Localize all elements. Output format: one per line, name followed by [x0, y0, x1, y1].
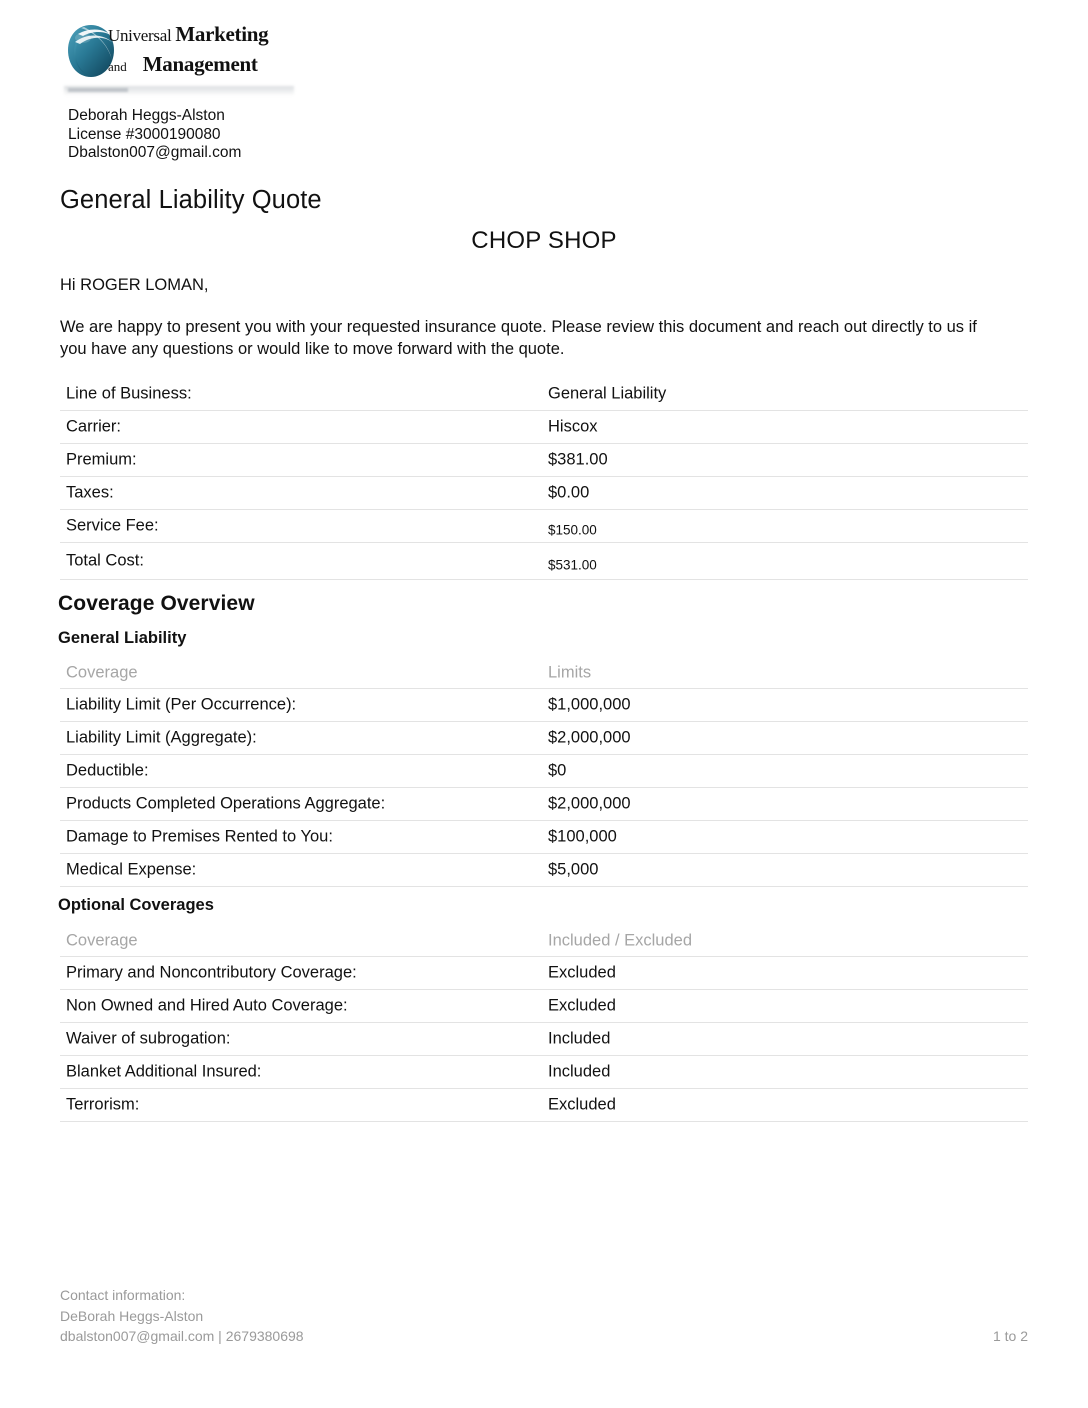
table-row	[60, 689, 1028, 722]
row-label: Liability Limit (Per Occurrence):	[66, 695, 297, 714]
row-value: $0	[548, 761, 567, 780]
row-label: Blanket Additional Insured:	[66, 1062, 262, 1081]
footer-contact-name: DeBorah Heggs-Alston	[60, 1307, 204, 1324]
footer-contact-line: dbalston007@gmail.com | 2679380698	[60, 1328, 304, 1344]
row-value: $150.00	[548, 522, 597, 538]
row-label: Damage to Premises Rented to You:	[66, 827, 333, 846]
row-value: $100,000	[548, 827, 617, 846]
column-header-limits: Limits	[548, 663, 592, 682]
table-row	[60, 722, 1028, 755]
row-value: Included	[548, 1062, 611, 1081]
page-indicator: 1 to 2	[992, 1328, 1028, 1344]
business-name: CHOP SHOP	[471, 227, 617, 254]
row-label: Premium:	[66, 450, 137, 469]
agent-email: Dbalston007@gmail.com	[68, 144, 242, 161]
logo-reflection-highlight	[68, 88, 128, 92]
table-row	[60, 378, 1028, 411]
table-header-row	[60, 926, 1028, 957]
row-label: Carrier:	[66, 417, 122, 436]
agent-name: Deborah Heggs-Alston	[68, 107, 225, 124]
agent-contact-block	[68, 107, 241, 163]
row-label: Deductible:	[66, 761, 149, 780]
table-row	[60, 411, 1028, 444]
row-value: $2,000,000	[548, 794, 631, 813]
general-liability-table	[60, 658, 1028, 887]
table-row	[60, 821, 1028, 854]
table-row	[60, 1089, 1028, 1122]
row-label: Taxes:	[66, 483, 114, 502]
row-label: Service Fee:	[66, 516, 159, 535]
table-row	[60, 543, 1028, 580]
optional-coverages-table	[60, 926, 1028, 1122]
table-row	[60, 444, 1028, 477]
row-value: Included	[548, 1029, 611, 1048]
page-title: General Liability Quote	[60, 186, 322, 214]
row-value: Excluded	[548, 1095, 616, 1114]
row-value: Hiscox	[548, 417, 598, 436]
table-row	[60, 755, 1028, 788]
column-header-included-excluded: Included / Excluded	[548, 931, 693, 950]
row-value: $531.00	[548, 557, 597, 573]
table-header-row	[60, 658, 1028, 689]
row-label: Liability Limit (Aggregate):	[66, 728, 257, 747]
row-value: $0.00	[548, 483, 590, 502]
logo-wordmark	[108, 24, 308, 80]
intro-paragraph: We are happy to present you with your requested insurance quote. Please review this document and reach out directly to us if you have any questions or would like to move forward with the quote.	[60, 318, 977, 358]
row-label: Terrorism:	[66, 1095, 140, 1114]
column-header-coverage: Coverage	[66, 663, 138, 682]
row-label: Total Cost:	[66, 551, 144, 570]
row-label: Medical Expense:	[66, 860, 197, 879]
logo-word-marketing: Marketing	[175, 22, 269, 46]
footer-contact-label: Contact information:	[60, 1287, 186, 1303]
coverage-overview-heading: Coverage Overview	[58, 592, 255, 615]
table-row	[60, 510, 1028, 543]
table-row	[60, 1056, 1028, 1089]
row-value: $381.00	[548, 450, 608, 469]
table-row	[60, 854, 1028, 887]
logo-word-universal: Universal	[108, 26, 172, 45]
quote-summary-table	[60, 378, 1028, 580]
table-row	[60, 477, 1028, 510]
row-label: Line of Business:	[66, 384, 192, 403]
logo-word-and: and	[108, 59, 127, 74]
row-label: Waiver of subrogation:	[66, 1029, 231, 1048]
table-row	[60, 990, 1028, 1023]
logo-word-management: Management	[142, 52, 258, 76]
table-row	[60, 957, 1028, 990]
company-logo	[60, 18, 300, 96]
row-value: $5,000	[548, 860, 599, 879]
row-label: Non Owned and Hired Auto Coverage:	[66, 996, 348, 1015]
agent-license: License #3000190080	[68, 125, 221, 143]
row-value: $1,000,000	[548, 695, 631, 714]
column-header-coverage: Coverage	[66, 931, 138, 950]
row-value: Excluded	[548, 963, 616, 982]
page-footer	[60, 1285, 1028, 1347]
table-row	[60, 1023, 1028, 1056]
row-value: $2,000,000	[548, 728, 631, 747]
greeting-text: Hi ROGER LOMAN,	[60, 276, 209, 294]
table-row	[60, 788, 1028, 821]
general-liability-subheading: General Liability	[58, 629, 187, 647]
row-label: Primary and Noncontributory Coverage:	[66, 963, 357, 982]
row-value: Excluded	[548, 996, 616, 1015]
optional-coverages-subheading: Optional Coverages	[58, 896, 214, 914]
row-label: Products Completed Operations Aggregate:	[66, 794, 386, 813]
row-value: General Liability	[548, 384, 667, 403]
